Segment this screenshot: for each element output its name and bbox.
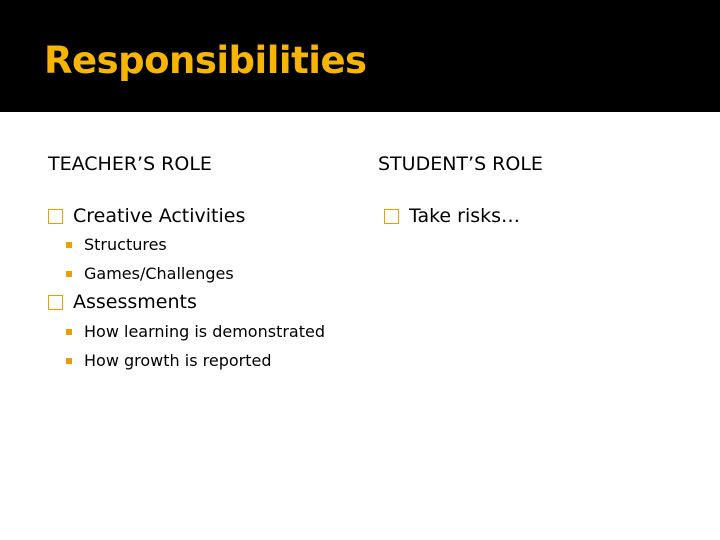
list-item: [48, 203, 245, 229]
title-bar: [0, 0, 720, 112]
bullet-box-icon: [384, 209, 399, 224]
teacher-role-heading: TEACHER’S ROLE: [48, 153, 212, 175]
list-subitem: [66, 350, 271, 372]
list-subitem: [66, 234, 167, 256]
list-subitem-label: Games/Challenges: [84, 264, 234, 283]
list-item: [384, 203, 520, 229]
bullet-box-icon: [48, 209, 63, 224]
student-role-heading: STUDENT’S ROLE: [378, 153, 543, 175]
bullet-square-icon: [66, 242, 72, 248]
list-item-label: Take risks…: [409, 205, 521, 227]
list-subitem-label: How growth is reported: [84, 351, 272, 370]
list-item: [48, 289, 197, 315]
bullet-box-icon: [48, 295, 63, 310]
bullet-square-icon: [66, 329, 72, 335]
list-subitem: [66, 321, 325, 343]
bullet-square-icon: [66, 358, 72, 364]
list-item-label: Creative Activities: [73, 205, 246, 227]
list-subitem: [66, 263, 234, 285]
list-subitem-label: How learning is demonstrated: [84, 322, 325, 341]
list-item-label: Assessments: [73, 291, 197, 313]
slide-title: Responsibilities: [44, 39, 367, 82]
bullet-square-icon: [66, 271, 72, 277]
list-subitem-label: Structures: [84, 235, 167, 254]
